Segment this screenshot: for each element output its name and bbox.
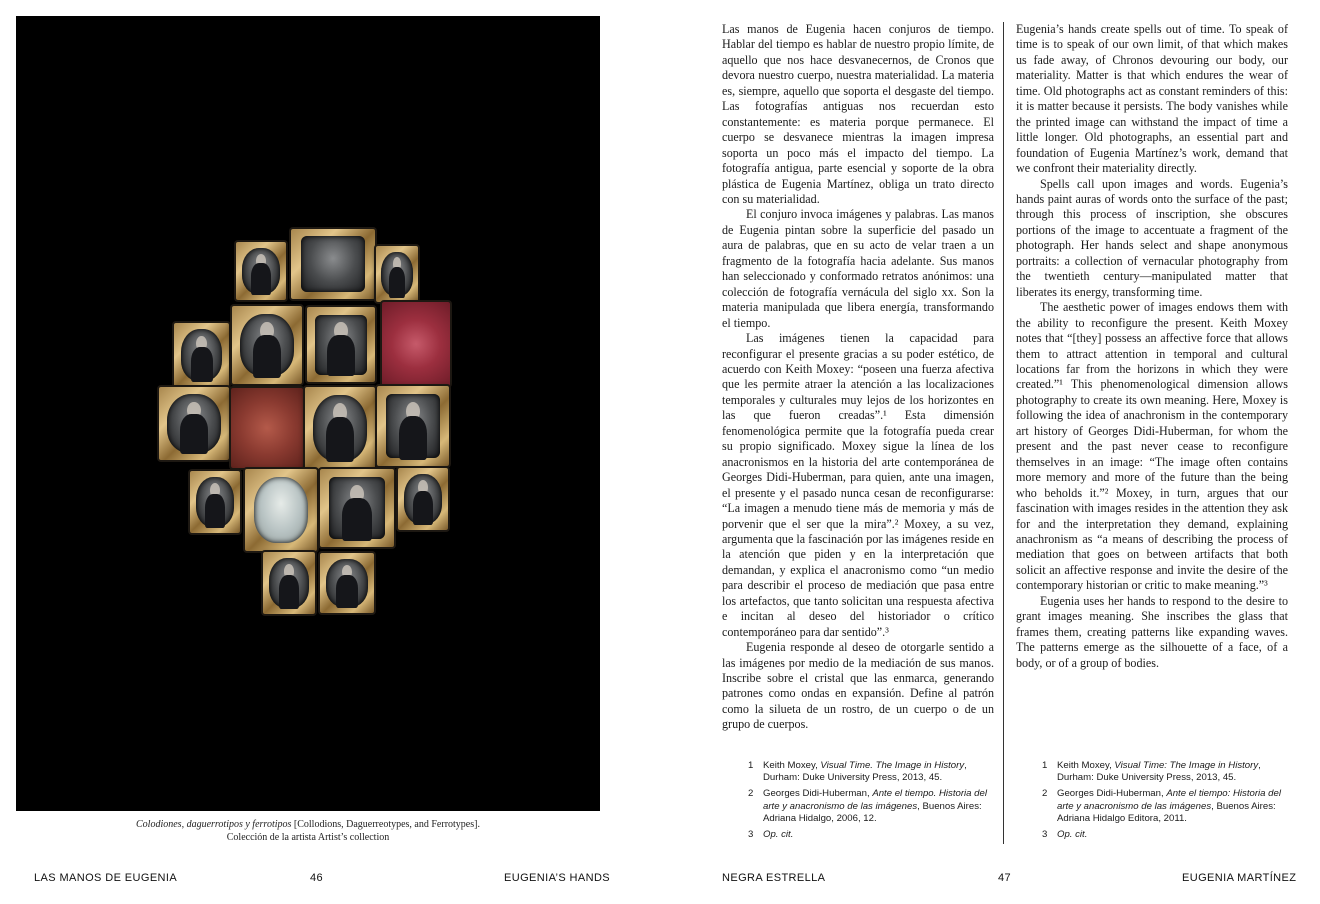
caption-line-2: Colección de la artista Artist’s collection: [226, 832, 390, 843]
cased-portrait: [376, 246, 418, 302]
footnote: 3 Op. cit.: [1042, 829, 1088, 841]
artwork-photograph: [16, 16, 600, 811]
velvet-case-lining: [382, 302, 450, 386]
paragraph: Las manos de Eugenia hacen conjuros de tiempo. Hablar del tiempo es hablar de nuestro propio límite, de aquello que nos hace desvanecernos, de Cronos que devora nuestro cuerpo, nuestra materialidad. La materia es, siempre, aquello que soporta el desgaste del tiempo. Las fotografías antiguas nos recuerdan esto constantemente: es materia porque permanece. El cuerpo se desvanece mientras la imagen impresa soporta un poco más el impacto del tiempo. La fotografía antigua, parte esencial y soporte de la obra plástica de Eugenia Martínez, obliga un trato directo con su materialidad.: [722, 22, 994, 206]
velvet-case-lining: [231, 388, 303, 468]
paragraph: El conjuro invoca imágenes y palabras. Las manos de Eugenia pintan sobre la superficie del pasado un aura de palabras, que en su acto de velar traen a un fragmento de la fotografía hacia adelante. Sus manos han seleccionado y conformado retratos anónimos: una colección de fotografía vernácula del siglo xx. Son la materia manipulada que libera energía, transformando el tiempo.: [722, 207, 994, 330]
spanish-text-column: [722, 22, 994, 733]
footer-english-title: EUGENIA’S HANDS: [504, 872, 611, 884]
paragraph: Eugenia uses her hands to respond to the desire to grant images meaning. She inscribes the glass that frames them, creating patterns like expanding waves. The patterns emerge as the silhouette of a face, of a body, or of a group of bodies.: [1016, 593, 1288, 670]
footer-artist-name: EUGENIA MARTÍNEZ: [1182, 872, 1297, 884]
footer-section-title: NEGRA ESTRELLA: [722, 872, 826, 884]
footnote: 1 Keith Moxey, Visual Time: The Image in History, Durham: Duke University Press, 2013, 45.: [1042, 760, 1261, 784]
paragraph: Eugenia responde al deseo de otorgarle sentido a las imágenes por medio de la mediación de sus manos. Inscribe sobre el cristal que las enmarca, generando patrones como ondas en expansión. Define al patrón como la silueta de un rostro, de un cuerpo o de un grupo de cuerpos.: [722, 640, 994, 732]
cased-portrait: [245, 469, 317, 551]
cased-portrait: [232, 306, 302, 384]
cased-portrait: [377, 386, 449, 466]
cased-portrait: [159, 387, 229, 460]
english-text-column: [1016, 22, 1288, 671]
footer-page-number-left: 46: [310, 872, 324, 884]
cased-portrait: [174, 323, 229, 387]
paragraph: Spells call upon images and words. Eugenia’s hands paint auras of words onto the surface of the past; through this process of inscription, she obscures portions of the image to accentuate a fragment of the photograph. Her hands select and shape anonymous portraits: a collection of vernacular photography from the twentieth century—manipulated matter that liberates its energy, transforming time.: [1016, 176, 1288, 299]
spanish-footnotes: [748, 760, 998, 845]
paragraph: Las imágenes tienen la capacidad para reconfigurar el presente gracias a su poder estético, de acuerdo con Keith Moxey: “poseen una fuerza afectiva que les permite atraer la atención a las localizaciones temporales y culturales muy lejos de los horizontes en las que fueron creadas”.¹ Esta dimensión fenomenológica permite que la fotografía pueda crear su propio significado. Moxey sigue la línea de los anacronismos en la historia del arte contemporánea de Georges Didi-Huberman, para quien, ante una imagen, el presente y el pasado nunca cesan de reconfigurarse: “La imagen a menudo tiene más de memoria y más de porvenir que el ser que la mira”.² Moxey, a su vez, argumenta que la fascinación por las imágenes reside en la atención que piden y en la interpretación que demandan, y explica el anacronismo como “un medio para describir el proceso de mediación que pasa entre los artefactos, que tanto solicitan una respuesta afectiva e incitan al deseo del historiador o crítico contemporáneo para dar sentido”.³: [722, 331, 994, 639]
cased-portrait: [307, 307, 375, 382]
english-footnotes: [1042, 760, 1292, 845]
column-divider: [1003, 22, 1004, 844]
cased-portrait: [320, 469, 394, 547]
footnote: 1 Keith Moxey, Visual Time. The Image in History, Durham: Duke University Press, 2013, 45.: [748, 760, 967, 784]
cased-portrait: [398, 468, 448, 530]
footnote: 2 Georges Didi-Huberman, Ante el tiempo. Historia del arte y anacronismo de las imágenes, Buenos Aires: Adriana Hidalgo, 2006, 12.: [748, 788, 987, 824]
footer-page-number-right: 47: [998, 872, 1012, 884]
figure-caption: [16, 818, 600, 844]
cased-portrait: [236, 242, 286, 300]
cased-portrait: [190, 471, 240, 533]
cased-portrait: [305, 387, 375, 469]
paragraph: Eugenia’s hands create spells out of time. To speak of time is to speak of our own limit, of that which makes us fade away, of Chronos devouring our body, our materiality. Matter is that which endures the wear of time. Old photographs act as constant reminders of this: it is matter because it persists. The body vanishes while the printed image can withstand the impact of time a little longer. Old photographs, an essential part and foundation of Eugenia Martínez’s work, demand that we confront their materiality directly.: [1016, 22, 1288, 176]
caption-line-1: Colodiones, daguerrotipos y ferrotipos [Collodions, Daguerreotypes, and Ferrotypes].: [136, 819, 480, 830]
cased-portrait: [291, 229, 375, 299]
cased-portrait: [320, 553, 374, 613]
footer-book-title: LAS MANOS DE EUGENIA: [34, 872, 178, 884]
footnote: 2 Georges Didi-Huberman, Ante el tiempo: Historia del arte y anacronismo de las imágenes, Buenos Aires: Adriana Hidalgo Editora, 2011.: [1042, 788, 1281, 824]
paragraph: The aesthetic power of images endows them with the ability to reconfigure the present. Keith Moxey notes that “[they] possess an affective force that allows them to attract attention in temporal and cultural locations far from the horizons in which they were created.”¹ This phenomenological dimension allows photography to create its own meaning. Here, Moxey is following the idea of anachronism in the contemporary art history of Georges Didi-Huberman, for whom the present and the past never cease to reconfigure themselves in an image: “The image often contains more memory and more of the future than the being who beholds it.”² Moxey, in turn, argues that our fascination with images resides in the attention they ask for and the interpretation they demand, explaining anachronism as “a means of describing the process of mediation that goes on between artifacts that both solicit an affective response and invite the desire of the contemporary historian or critic to make meaning.”³: [1016, 300, 1288, 593]
footnote: 3 Op. cit.: [748, 829, 794, 841]
cased-portrait: [263, 552, 315, 614]
